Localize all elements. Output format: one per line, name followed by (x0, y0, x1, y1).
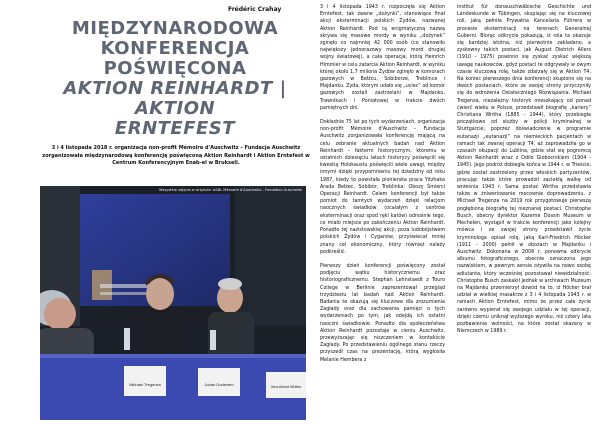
nameplate-1-text: Michael Tregenza (129, 382, 161, 387)
title-line-2: KONFERENCJA POŚWIĘCONA (100, 38, 250, 79)
author-name: Frédéric Crahay (228, 6, 282, 13)
column-1-paragraph-3: Pierwszy dzień konferencji poświęcony został podjęciu wątku historycznemu oraz historiograficznemu. Stephan Lehnstaedt z Touro College w Berlinie zaprezentował przegląd trzydziestu lat badań nad Aktion Reinhardt. Badania te okazują się kluczowe dla zrozumienia Zagłady oraz dla zachowania pamięci o tych wydarzeniach po tym, jak odejdą ich ostatni naoczni świadkowie. Ponadto dla społeczeństwa Aktion Reinhardt pozostaje w cieniu Auschwitz, przewyższając się niszczeniem w kontekście Zagłady. Po przedstawieniu ogólnego stanu rzeczy przyszedł czas na prezentację, którą wygłosiła Melanie Hembera z (320, 263, 445, 363)
nameplate-2 (198, 368, 240, 396)
title-line-1: MIĘDZYNARODOWA (71, 18, 279, 39)
photo-credit: Wszystkie zdjęcia w artykule: ASBL Mémoire d'Auschwitz - Fondation Auschwitz (158, 188, 302, 192)
nameplate-2-text: Johan Dodecem (204, 382, 234, 387)
conference-photo (40, 186, 306, 420)
text-column-1 (320, 4, 445, 371)
article-title (40, 19, 310, 139)
nameplate-3-text: Jens-Bernd Whitter (270, 385, 302, 389)
title-line-4: ERNTEFEST (114, 118, 236, 139)
article-lead: 3 i 4 listopada 2018 r. organizacja non-profit Mémoire d'Auschwitz – Fundacja Auschwitz zorganizowała międzynarodową konferencję poświęconą Aktion Reinhardt i Aktion Erntefest w Centrum Konferencyjnym Enab-el w Brukseli. (42, 145, 310, 166)
column-1-paragraph-2: Dokładnie 75 lat po tych wydarzeniach, organizacja non-profit Mémoire d'Auschwitz – Fundacja Auschwitz zorganizowała konferencję mającą na celu zebranie aktualnych badań nad Aktion Reinhardt – fakterm historycznym, któremu w ostatnich dziesięciu latach historycy poświęcili się kwestią Holokaustu poświęcili wiele uwagi, między innymi dzięki przypomnieniu tej dziedziny od roku 1987, kiedy to powstała pionierska praca Yitzhaka Arada Bełżec, Sobibór, Treblinka: Obozy Śmierci Operacji Reinhardt. Celem konferencji był także pomiot do tamtych wydarzeń dzięki relacjom naocznych świadków (ocalałym z centrów eksterminacji oraz spod ręki katów) odnośnie tego, co miało miejsce po zakończeniu Aktion Reinhardt. Ponadto tej nazistowskiej akcji, poza ludobójstwem polskich Żydów i Cyganów, przyświecał mniej znany cel ekonomiczny, który również należy podkreślić. (320, 120, 445, 255)
column-2-paragraph-1: Institut für donauschwäbische Geschichte und Landeskunde w Tübingen, skupiając się na kluczowej roli, jaką pełniła Prywatna Kancelaria Führera w procesie eksterminacji na terenach Generalnej Guberni. Biorąc odkrycie pokazują, iż rola ta okazuje się bardziej istotna, niż pierwotnie zakładano, a zyskowny takich postaci, jak August Dietrich Allers (1910 - 1975) powinno się zyskać zyskać większą uwagę naukowców, gdyż postaci te odgrywały w owym czasie kluczową rolę, także zdarzały się w Aktion T4. Na koniec pierwszego dnia konferencji skupiono się na dwóch postaciach, które ze swojej strony przyczyniły się do wdrożenia Ostateczniego Rozwiązania. Michael Tregenza, niezależny historyk mieszkający od ponad ćwierć wieku w Polsce, przedstawił biografię „kariery” Christiana Wirtha (1885 - 1944), który przebiegła początkowo od służby w policji kryminalnej w Stuttgarcie, poprzez doświadczenie w programie eutanazji „eutanazji” na niemieckich pacjentach w ramach tak zwanej operacji T4, aż zaprowadziła go w czasach okupacji do Lublina, gdzie stał się pogromcą Aktion Reinhardt wraz z Odilo Globocnikiem (1904 - 1945). Jego podróż dobiegła końca w 1944 r. w Trieście, gdzie został zastrzelony przez włoskich partyzantów, pracując także które prowadził zaciekłą walkę od września 1943 r. Sama postać Wirtha przedstawia także w żniweriowanie mocownie doprowadzeniu, z Michael Tregenza na 2019 rok przygotowuje pierwszą pogłębioną biografię tej nieznanej postaci. Christophe Busch, obecny dyrektor Kazerne Dossin Museum w Mechelen, wystąpił w trakcie konferencji jako kolejny mówca i ze swojej strony przedstawił życie kryminologa opisał rolę, jaką Karl-Friedrich Höcker (1911 - 2000) pełnił w obozach w Majdanku i Auschwitz. Dokonana w 2006 r. ponowna odkrycie albumu fotograficznego, obecnie oznaczona jego nazwiskiem, w pewnym sensie ożywiła na nowo osobę adiutanta, który wcześniej pozostawał niewidzialność. Christophe Busch zaskakił jednak w archiwach Muzeum na Majdanku przemierzył dowód na to, iż Höcker brał udział w wielkiej masakrze z 3 i 4 listopada 1943 r. w ramach Aktion Erntefest, mimo że przez całe życie zarówno wypierał się swojego udziału w tej operacji, dzięki czemu uniknął wyższego wyroku, niż cztery lata pozbawienia wolności, na które został skazany w Niemczech w 1989 r. (457, 5, 591, 335)
text-column-2 (457, 4, 591, 342)
column-1-paragraph-1: 3 i 4 listopada 1943 r. rozpoczęła się Aktion Erntefest, tak zwane „dożynki”, stanowiące finał akcji eksterminacji polskich Żydów, nazwanej Aktion Reinhardt. Pod tą enigmatyczną nazwą skrywa się masowe mordy w wyniku „dożynek” zginęło co najmniej 42 000 osób (co stanowiło największy jednorazowy masowy mord drugiej wojny światowej), a cała operacja, którą Heinrich Himmler w celu zatarcia Aktion Reinhardt, w wyniku której około 1,7 miliona Żydów zginęło w komorach gazowych w Bełżcu, Sobiborze, Treblince i Majdanku. Zyda, którym udało się „uciec” od komór gazowych zostali zastrzelani w Majdanku, Trawnikach i Poniatowej w trakcie dwóch pamiętnych dni. (320, 5, 445, 111)
nameplate-3 (266, 372, 306, 398)
nameplate-1 (124, 366, 166, 396)
conference-photo-illustration (40, 186, 306, 420)
title-line-3: AKTION REINHARDT | AKTION (63, 78, 287, 119)
